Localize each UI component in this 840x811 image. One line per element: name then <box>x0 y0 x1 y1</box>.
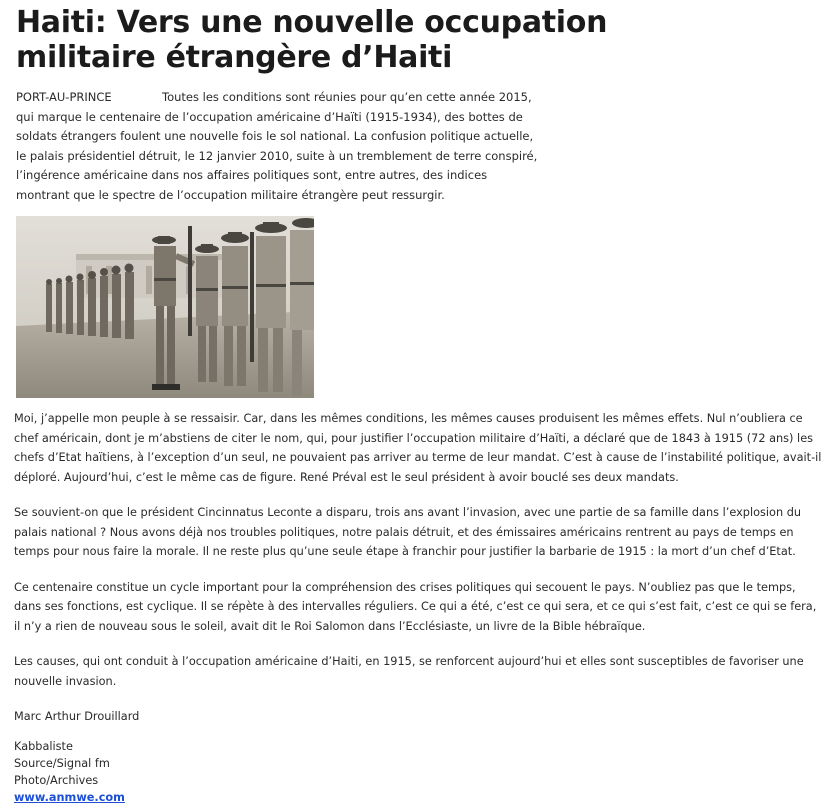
soldiers-photo-illustration <box>16 216 314 398</box>
article-dateline: PORT-AU-PRINCE <box>16 90 112 104</box>
article-paragraph-1: Moi, j’appelle mon peuple à se ressaisir. Car, dans les mêmes conditions, les mêmes causes produisent les mêmes effets. Nul n’oubliera ce chef américain, dont je m’abstiens de citer le nom, qui, pour justifier l’occupation militaire d’Haïti, a déclaré que de 1843 à 1915 (72 ans) les chefs d’Etat haïtiens, à l’exception d’un seul, ne pouvaient pas arriver au terme de leur mandat. C’est à cause de l’instabilité politique, avait-il déploré. Aujourd’hui, c’est le même cas de figure. René Préval est le seul président à avoir bouclé ses deux mandats. <box>14 412 822 484</box>
article-photo <box>16 216 314 398</box>
credit-photo: Photo/Archives <box>14 773 99 787</box>
article-intro <box>16 88 544 205</box>
article-author: Marc Arthur Drouillard <box>14 710 140 723</box>
article-paragraph-2: Se souvient-on que le président Cincinnatus Leconte a disparu, trois ans avant l’invasion, avec une partie de sa famille dans l’explosion du palais national ? Nous avons déjà nos troubles politiques, notre palais détruit, et des émissaires américains rentrent au pays de temps en temps pour nous faire la morale. Il ne reste plus qu’une seule étape à franchir pour justifier la barbarie de 1915 : la mort d’un chef d’Etat. <box>14 506 802 558</box>
article-intro-text: Toutes les conditions sont réunies pour qu’en cette année 2015, qui marque le centenaire de l’occupation américaine d’Haïti (1915-1934), des bottes de soldats étrangers foulent une nouvelle fois le sol national. La confusion politique actuelle, le palais présidentiel détruit, le 12 janvier 2010, suite à un tremblement de terre conspiré, l’ingérence américaine dans nos affaires politiques sont, entre autres, des indices montrant que le spectre de l’occupation militaire étrangère peut ressurgir. <box>16 90 538 202</box>
source-website-link[interactable]: www.anmwe.com <box>14 790 125 804</box>
article-paragraph-3: Ce centenaire constitue un cycle important pour la compréhension des crises politiques qui secouent le pays. N’oubliez pas que le temps, dans ses fonctions, est cyclique. Il se répète à des intervalles réguliers. Ce qui a été, c’est ce qui sera, et ce qui s’est fait, c’est ce qui se fera, il n’y a rien de nouveau sous le soleil, avait dit le Roi Salomon dans l’Ecclésiaste, un livre de la Bible hébraïque. <box>14 580 817 633</box>
credit-source: Source/Signal fm <box>14 756 110 770</box>
article-headline: Haiti: Vers une nouvelle occupation militaire étrangère d’Haiti <box>16 5 608 75</box>
credit-kabbaliste: Kabbaliste <box>14 739 73 753</box>
article-credits <box>14 738 824 806</box>
article-paragraph-4: Les causes, qui ont conduit à l’occupation américaine d’Haiti, en 1915, se renforcent aujourd’hui et elles sont susceptibles de favoriser une nouvelle invasion. <box>14 655 804 688</box>
article-body <box>14 409 824 806</box>
